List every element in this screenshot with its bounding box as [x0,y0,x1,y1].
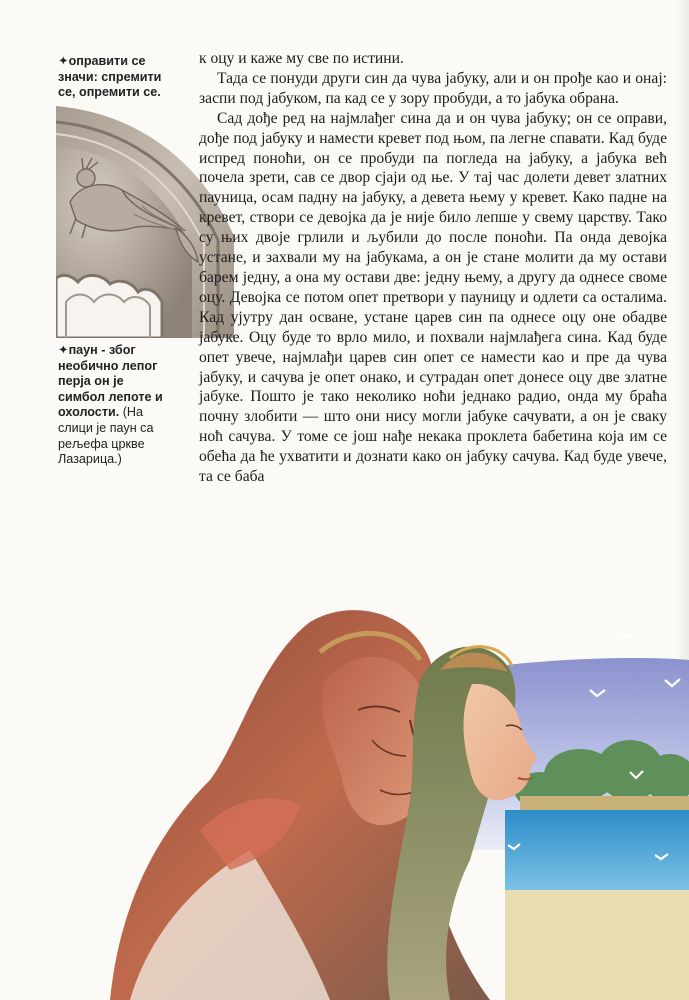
margin-gloss-opraviti [58,54,174,101]
gloss-definition: - због необично лепог перја он је симбол лепоте и охолости. [58,343,163,420]
story-paragraph: Сад дође ред на најмлађег сина да и он чува јабуку; он се оправи, дође под јабуку и намести кревет под њом, па легне спавати. Кад буде испред поноћи, он се пробуди па погледа на јабуку, а јабука већ почела зрети, сав се двор сјаји од ње. У тај час долети девет златних пауница, осам падну на јабуку, а девета њему у кревет. Како падне на кревет, створи се девојка да је није било лепше у свему царству. Тако су њих двоје грлили и љубили до после поноћи. Па онда девојка устане, и захвали му на јабукама, а он је стане молити да му остави барем једну, а она му остави две: једну њему, а другу да однесе своме оцу. Девојка се потом опет претвори у пауницу и одлети са осталима. Кад ујутру дан осване, устане царев син па однесе оцу оне обадве јабуке. Оцу буде то врло мило, и похвали најмлађега сина. Кад буде опет увече, најмлађи царев син опет се намести као и пре да чува јабуку, и сачува је опет онако, и сутрадан опет донесе оцу две златне јабуке. Пошто је тако неколико ноћи једнако радио, онда му браћа почну злобити — што они нису могли јабуке сачувати, а он је сваку ноћ сачува. У томе се још нађе некакa проклета бабетина која им се обећа да ће ухватити и дознати како он јабуку сачува. Кад буде увече, та се баба [199,109,667,486]
gloss-bullet-icon: ✦ [58,343,69,357]
gloss-term: паун [68,343,98,357]
story-text [199,49,667,487]
margin-gloss-paun [58,343,174,468]
gloss-term: оправити се [68,54,146,68]
old-woman-and-girl-illustration [110,600,689,1000]
gloss-note: (На слици је паун са рељефа цркве Лазарица.) [58,405,154,467]
gloss-bullet-icon: ✦ [58,54,69,68]
story-paragraph: Тада се понуди други син да чува јабуку, али и он прође као и онај: заспи под јабуком, па кад се у зору пробуди, а то јабука обрана. [199,69,667,107]
gloss-definition: значи: спремити се, опремити се. [58,69,162,100]
story-paragraph: к оцу и каже му све по истини. [199,50,404,67]
